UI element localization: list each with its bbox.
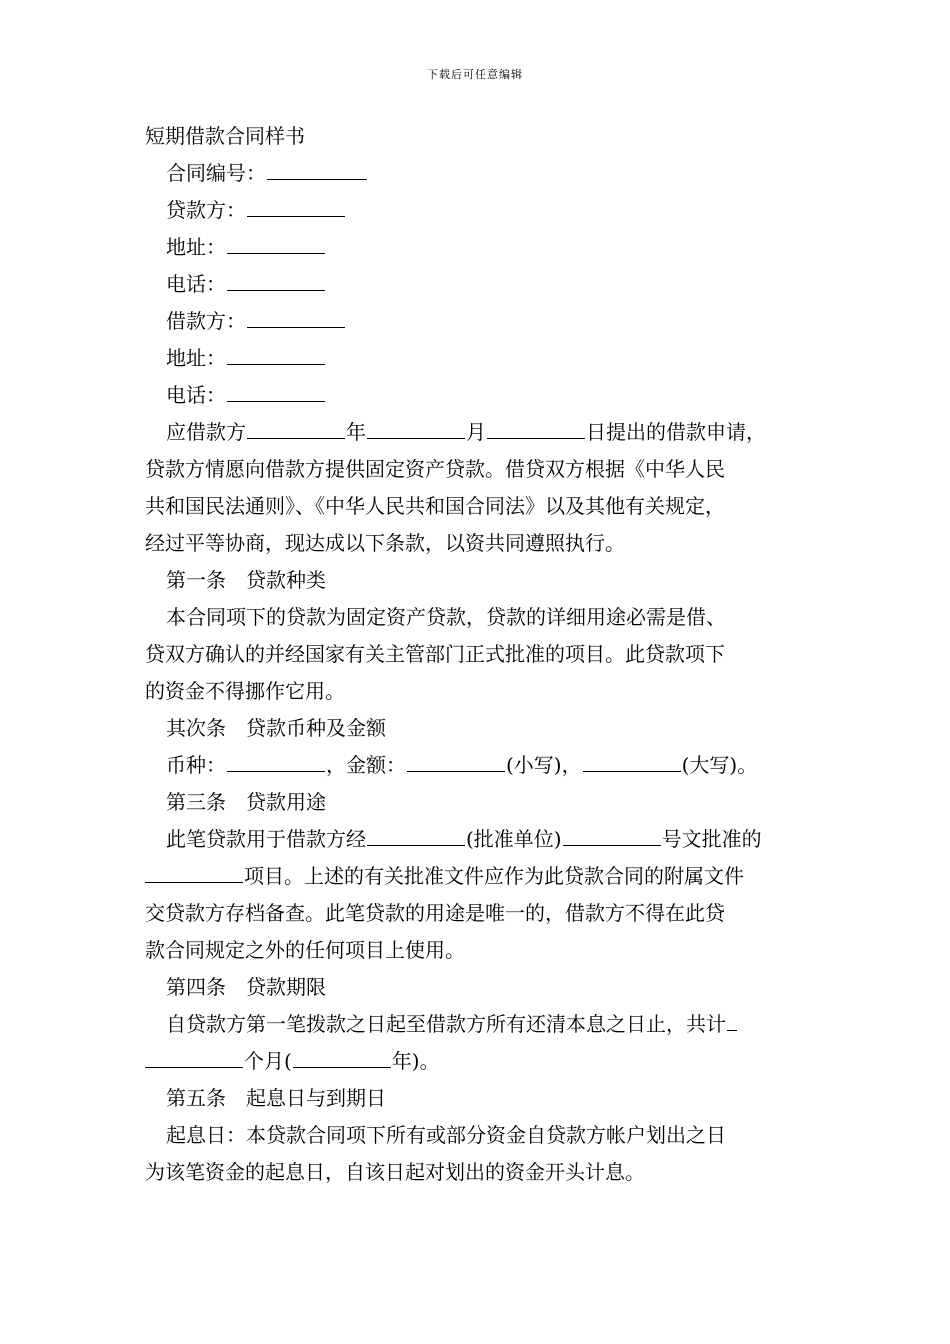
term-months-blank-start[interactable]	[727, 1008, 737, 1031]
article-3-line-1	[145, 821, 825, 858]
term-years-blank[interactable]	[293, 1045, 391, 1068]
amount-words-blank[interactable]	[583, 749, 681, 772]
article-2-heading: 其次条 贷款币种及金额	[166, 716, 386, 740]
article-4-heading: 第四条 贷款期限	[166, 975, 326, 999]
contract-document	[145, 118, 825, 1191]
contract-number-label: 合同编号：	[166, 161, 266, 185]
borrower-blank[interactable]	[247, 305, 345, 328]
lender-address-blank[interactable]	[227, 231, 325, 254]
term-months-blank[interactable]	[145, 1045, 243, 1068]
article-3-heading: 第三条 贷款用途	[166, 790, 326, 814]
article-3-text-c: 号文批准的	[661, 827, 762, 851]
year-label: 年	[346, 420, 366, 444]
article-5-line-2: 为该笔资金的起息日，自该日起对划出的资金开头计息。	[145, 1160, 645, 1184]
words-label: (大写)。	[681, 753, 758, 777]
months-label: 个月(	[244, 1049, 292, 1073]
day-label: 日提出的借款申请，	[586, 420, 766, 444]
article-2-line-1	[145, 747, 825, 784]
lender-label: 贷款方：	[166, 198, 246, 222]
years-label: 年)。	[391, 1049, 440, 1073]
preamble-line-1	[145, 414, 825, 451]
amount-label: ，金额：	[326, 753, 406, 777]
preamble-line-3: 共和国民法通则》、《中华人民共和国合同法》以及其他有关规定，	[145, 494, 725, 518]
article-3-line-4: 款合同规定之外的任何项目上使用。	[145, 938, 465, 962]
project-blank[interactable]	[145, 860, 243, 883]
article-1-line-2: 贷双方确认的并经国家有关主管部门正式批准的项目。此贷款项下	[145, 642, 725, 666]
approval-unit-label: (批准单位)	[466, 827, 562, 851]
article-1-line-1: 本合同项下的贷款为固定资产贷款，贷款的详细用途必需是借、	[166, 605, 726, 629]
application-day-blank[interactable]	[487, 416, 585, 439]
article-1-line-3: 的资金不得挪作它用。	[145, 679, 345, 703]
currency-blank[interactable]	[227, 749, 325, 772]
article-4-line-2	[145, 1043, 825, 1080]
amount-figures-blank[interactable]	[407, 749, 505, 772]
application-month-blank[interactable]	[367, 416, 465, 439]
header-note: 下载后可任意编辑	[427, 68, 523, 81]
document-number-blank[interactable]	[563, 823, 661, 846]
article-4-text-1: 自贷款方第一笔拨款之日起至借款方所有还清本息之日止，共计	[166, 1012, 726, 1036]
lender-phone-label: 电话：	[166, 272, 226, 296]
lender-blank[interactable]	[247, 194, 345, 217]
borrower-address-blank[interactable]	[227, 342, 325, 365]
borrower-label: 借款方：	[166, 309, 246, 333]
borrower-address-line	[145, 340, 825, 377]
article-1-heading: 第一条 贷款种类	[166, 568, 326, 592]
article-3-line-2	[145, 858, 825, 895]
borrower-line	[145, 303, 825, 340]
lender-line	[145, 192, 825, 229]
lender-address-line	[145, 229, 825, 266]
contract-number-blank[interactable]	[267, 157, 367, 180]
article-3-line-3: 交贷款方存档备查。此笔贷款的用途是唯一的，借款方不得在此贷	[145, 901, 725, 925]
currency-label: 币种：	[166, 753, 226, 777]
month-label: 月	[466, 420, 486, 444]
lender-address-label: 地址：	[166, 235, 226, 259]
borrower-address-label: 地址：	[166, 346, 226, 370]
article-3-text-a: 此笔贷款用于借款方经	[166, 827, 366, 851]
lender-phone-line	[145, 266, 825, 303]
document-title: 短期借款合同样书	[145, 124, 305, 148]
figures-label: (小写)，	[506, 753, 582, 777]
lender-phone-blank[interactable]	[227, 268, 325, 291]
approval-unit-blank[interactable]	[367, 823, 465, 846]
article-5-line-1: 起息日：本贷款合同项下所有或部分资金自贷款方帐户划出之日	[166, 1123, 726, 1147]
borrower-phone-blank[interactable]	[227, 379, 325, 402]
article-5-heading: 第五条 起息日与到期日	[166, 1086, 386, 1110]
article-3-text-2: 项目。上述的有关批准文件应作为此贷款合同的附属文件	[244, 864, 744, 888]
borrower-phone-line	[145, 377, 825, 414]
preamble-line-2: 贷款方情愿向借款方提供固定资产贷款。借贷双方根据《中华人民	[145, 457, 725, 481]
preamble-line-4: 经过平等协商，现达成以下条款，以资共同遵照执行。	[145, 531, 625, 555]
preamble-text: 应借款方	[166, 420, 246, 444]
contract-number-line	[145, 155, 825, 192]
article-4-line-1	[145, 1006, 825, 1043]
application-year-blank[interactable]	[247, 416, 345, 439]
borrower-phone-label: 电话：	[166, 383, 226, 407]
